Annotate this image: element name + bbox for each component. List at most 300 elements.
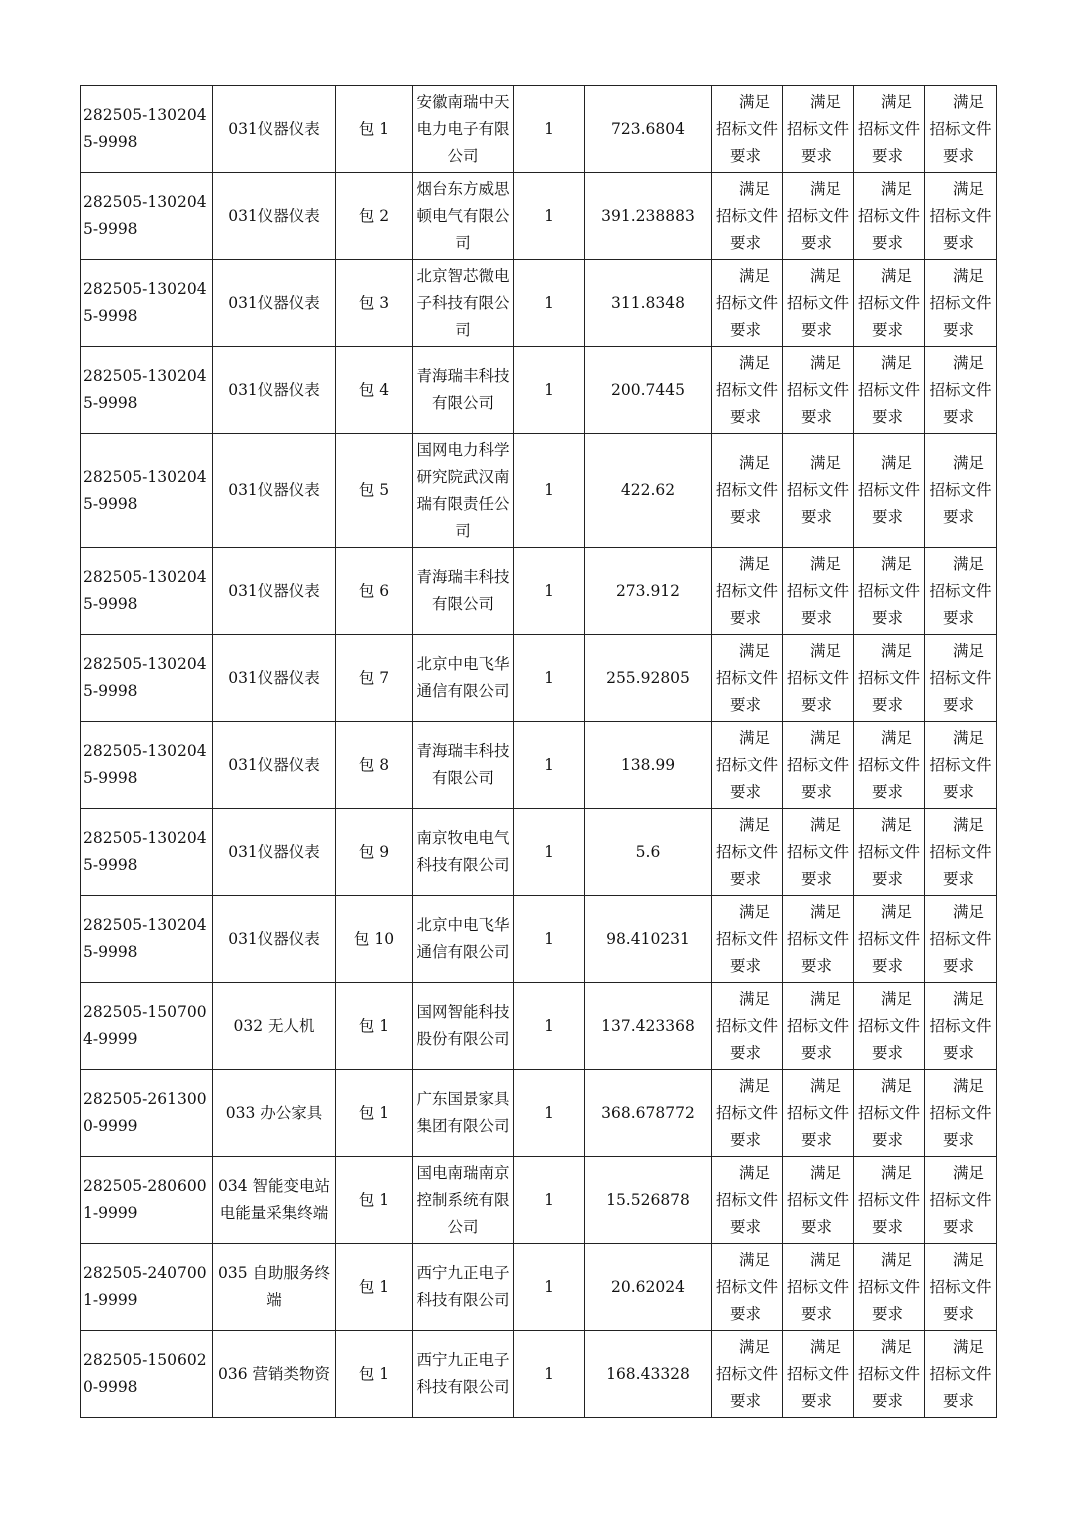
cell-item-name: 031仪器仪表 (213, 722, 336, 809)
compliance-text-line: 招标文件 (929, 1364, 992, 1383)
compliance-text-line: 满足 (738, 728, 770, 747)
table-row (81, 434, 997, 548)
table-row (81, 1331, 997, 1418)
compliance-text-line: 要求 (943, 1391, 975, 1410)
compliance-text-line: 招标文件 (857, 1016, 920, 1035)
cell-item-code: 282505-1506020-9998 (81, 1331, 213, 1418)
cell-compliance (712, 548, 783, 635)
bid-results-table (80, 85, 997, 1418)
compliance-text-line: 满足 (809, 1163, 841, 1182)
cell-quantity: 1 (514, 1244, 585, 1331)
compliance-text-line: 招标文件 (857, 206, 920, 225)
cell-compliance (925, 983, 997, 1070)
compliance-text-line: 满足 (809, 902, 841, 921)
compliance-text-line: 满足 (880, 266, 912, 285)
cell-compliance (712, 1157, 783, 1244)
cell-company: 国网智能科技股份有限公司 (413, 983, 514, 1070)
compliance-text-line: 满足 (809, 554, 841, 573)
cell-compliance (712, 896, 783, 983)
cell-company: 安徽南瑞中天电力电子有限公司 (413, 86, 514, 173)
cell-item-name: 031仪器仪表 (213, 347, 336, 434)
cell-compliance (783, 548, 854, 635)
compliance-text-line: 满足 (738, 92, 770, 111)
compliance-text-line: 满足 (952, 179, 984, 198)
cell-package: 包 1 (336, 1331, 413, 1418)
compliance-text-line: 招标文件 (857, 380, 920, 399)
compliance-text-line: 满足 (738, 815, 770, 834)
compliance-text-line: 招标文件 (786, 842, 849, 861)
compliance-text-line: 招标文件 (857, 668, 920, 687)
cell-package: 包 7 (336, 635, 413, 722)
cell-compliance (783, 86, 854, 173)
table-row (81, 896, 997, 983)
compliance-text-line: 招标文件 (715, 1103, 778, 1122)
cell-item-code: 282505-1302045-9998 (81, 347, 213, 434)
compliance-text-line: 招标文件 (786, 206, 849, 225)
cell-compliance (783, 722, 854, 809)
cell-compliance (854, 1331, 925, 1418)
compliance-text-line: 要求 (943, 1304, 975, 1323)
table-row (81, 1070, 997, 1157)
cell-compliance (854, 896, 925, 983)
cell-item-code: 282505-1302045-9998 (81, 896, 213, 983)
compliance-text-line: 要求 (943, 869, 975, 888)
cell-compliance (783, 1244, 854, 1331)
cell-compliance (925, 1070, 997, 1157)
cell-item-name: 031仪器仪表 (213, 434, 336, 548)
compliance-text-line: 满足 (952, 728, 984, 747)
compliance-text-line: 招标文件 (929, 1016, 992, 1035)
table-row (81, 173, 997, 260)
compliance-text-line: 招标文件 (857, 929, 920, 948)
compliance-text-line: 要求 (730, 1043, 762, 1062)
cell-price: 368.678772 (585, 1070, 712, 1157)
compliance-text-line: 满足 (952, 989, 984, 1008)
compliance-text-line: 要求 (872, 1043, 904, 1062)
cell-price: 391.238883 (585, 173, 712, 260)
cell-compliance (854, 1070, 925, 1157)
compliance-text-line: 招标文件 (929, 842, 992, 861)
compliance-text-line: 满足 (738, 266, 770, 285)
compliance-text-line: 满足 (809, 1337, 841, 1356)
table-row (81, 809, 997, 896)
compliance-text-line: 满足 (952, 454, 984, 472)
compliance-text-line: 要求 (872, 608, 904, 627)
compliance-text-line: 要求 (943, 407, 975, 426)
cell-quantity: 1 (514, 434, 585, 548)
cell-compliance (854, 260, 925, 347)
compliance-text-line: 满足 (952, 1076, 984, 1095)
compliance-text-line: 要求 (943, 233, 975, 252)
compliance-text-line: 要求 (872, 233, 904, 252)
cell-item-name: 031仪器仪表 (213, 896, 336, 983)
cell-compliance (925, 1331, 997, 1418)
compliance-text-line: 要求 (801, 1043, 833, 1062)
cell-package: 包 1 (336, 983, 413, 1070)
cell-quantity: 1 (514, 722, 585, 809)
compliance-text-line: 要求 (730, 782, 762, 801)
compliance-text-line: 满足 (880, 353, 912, 372)
compliance-text-line: 要求 (801, 1304, 833, 1323)
compliance-text-line: 满足 (880, 1163, 912, 1182)
cell-compliance (925, 635, 997, 722)
compliance-text-line: 招标文件 (857, 1103, 920, 1122)
cell-compliance (854, 722, 925, 809)
cell-quantity: 1 (514, 1157, 585, 1244)
compliance-text-line: 满足 (809, 728, 841, 747)
compliance-text-line: 满足 (952, 1163, 984, 1182)
cell-item-name: 031仪器仪表 (213, 548, 336, 635)
cell-compliance (783, 260, 854, 347)
cell-item-code: 282505-1302045-9998 (81, 809, 213, 896)
cell-quantity: 1 (514, 635, 585, 722)
compliance-text-line: 要求 (730, 1391, 762, 1410)
compliance-text-line: 要求 (872, 146, 904, 165)
cell-price: 5.6 (585, 809, 712, 896)
cell-item-code: 282505-1507004-9999 (81, 983, 213, 1070)
compliance-text-line: 要求 (801, 1130, 833, 1149)
cell-quantity: 1 (514, 173, 585, 260)
compliance-text-line: 要求 (801, 407, 833, 426)
table-body (81, 86, 997, 1418)
compliance-text-line: 满足 (738, 1163, 770, 1182)
compliance-text-line: 要求 (943, 146, 975, 165)
compliance-text-line: 要求 (872, 1217, 904, 1236)
compliance-text-line: 招标文件 (786, 1016, 849, 1035)
compliance-text-line: 要求 (801, 508, 833, 526)
cell-package: 包 1 (336, 86, 413, 173)
cell-price: 422.62 (585, 434, 712, 548)
table-row (81, 635, 997, 722)
cell-compliance (712, 1244, 783, 1331)
cell-quantity: 1 (514, 1331, 585, 1418)
cell-company: 北京智芯微电子科技有限公司 (413, 260, 514, 347)
cell-company: 南京牧电电气科技有限公司 (413, 809, 514, 896)
compliance-text-line: 要求 (943, 1130, 975, 1149)
compliance-text-line: 招标文件 (715, 380, 778, 399)
cell-item-name: 031仪器仪表 (213, 260, 336, 347)
compliance-text-line: 招标文件 (786, 380, 849, 399)
compliance-text-line: 招标文件 (929, 119, 992, 138)
compliance-text-line: 招标文件 (786, 668, 849, 687)
compliance-text-line: 满足 (952, 815, 984, 834)
compliance-text-line: 满足 (738, 641, 770, 660)
compliance-text-line: 招标文件 (715, 929, 778, 948)
compliance-text-line: 满足 (880, 1250, 912, 1269)
cell-item-name: 032 无人机 (213, 983, 336, 1070)
table-row (81, 347, 997, 434)
table-row (81, 86, 997, 173)
cell-compliance (712, 173, 783, 260)
compliance-text-line: 招标文件 (786, 755, 849, 774)
cell-compliance (925, 260, 997, 347)
cell-compliance (712, 1331, 783, 1418)
compliance-text-line: 招标文件 (786, 1190, 849, 1209)
cell-compliance (854, 809, 925, 896)
compliance-text-line: 满足 (952, 554, 984, 573)
compliance-text-line: 招标文件 (786, 929, 849, 948)
cell-price: 311.8348 (585, 260, 712, 347)
compliance-text-line: 满足 (809, 454, 841, 472)
cell-package: 包 1 (336, 1244, 413, 1331)
cell-compliance (783, 173, 854, 260)
cell-company: 国网电力科学研究院武汉南瑞有限责任公司 (413, 434, 514, 548)
cell-price: 20.62024 (585, 1244, 712, 1331)
compliance-text-line: 要求 (730, 1217, 762, 1236)
compliance-text-line: 满足 (738, 554, 770, 573)
compliance-text-line: 要求 (801, 782, 833, 801)
cell-item-code: 282505-1302045-9998 (81, 635, 213, 722)
cell-compliance (854, 635, 925, 722)
compliance-text-line: 满足 (880, 454, 912, 472)
compliance-text-line: 要求 (872, 869, 904, 888)
cell-quantity: 1 (514, 983, 585, 1070)
cell-price: 200.7445 (585, 347, 712, 434)
cell-quantity: 1 (514, 548, 585, 635)
compliance-text-line: 满足 (809, 353, 841, 372)
cell-item-code: 282505-2613000-9999 (81, 1070, 213, 1157)
compliance-text-line: 招标文件 (715, 481, 778, 499)
compliance-text-line: 要求 (872, 695, 904, 714)
compliance-text-line: 满足 (809, 641, 841, 660)
compliance-text-line: 满足 (738, 1337, 770, 1356)
cell-compliance (712, 722, 783, 809)
cell-compliance (783, 1070, 854, 1157)
cell-compliance (712, 260, 783, 347)
compliance-text-line: 招标文件 (715, 842, 778, 861)
compliance-text-line: 满足 (880, 1076, 912, 1095)
cell-item-code: 282505-1302045-9998 (81, 173, 213, 260)
cell-compliance (712, 434, 783, 548)
compliance-text-line: 招标文件 (857, 119, 920, 138)
compliance-text-line: 满足 (738, 454, 770, 472)
compliance-text-line: 满足 (809, 179, 841, 198)
cell-item-name: 031仪器仪表 (213, 635, 336, 722)
compliance-text-line: 招标文件 (715, 1016, 778, 1035)
cell-item-code: 282505-2806001-9999 (81, 1157, 213, 1244)
compliance-text-line: 满足 (738, 1076, 770, 1095)
compliance-text-line: 满足 (952, 353, 984, 372)
cell-compliance (783, 635, 854, 722)
compliance-text-line: 招标文件 (715, 293, 778, 312)
compliance-text-line: 要求 (801, 956, 833, 975)
compliance-text-line: 要求 (943, 782, 975, 801)
compliance-text-line: 招标文件 (786, 481, 849, 499)
cell-item-code: 282505-1302045-9998 (81, 548, 213, 635)
cell-item-code: 282505-2407001-9999 (81, 1244, 213, 1331)
table-row (81, 1244, 997, 1331)
cell-package: 包 4 (336, 347, 413, 434)
compliance-text-line: 招标文件 (715, 755, 778, 774)
compliance-text-line: 满足 (880, 902, 912, 921)
compliance-text-line: 招标文件 (929, 929, 992, 948)
table-row (81, 1157, 997, 1244)
compliance-text-line: 招标文件 (715, 1277, 778, 1296)
cell-package: 包 1 (336, 1157, 413, 1244)
cell-compliance (854, 434, 925, 548)
cell-compliance (925, 896, 997, 983)
compliance-text-line: 招标文件 (929, 1103, 992, 1122)
compliance-text-line: 招标文件 (929, 206, 992, 225)
cell-compliance (783, 1331, 854, 1418)
cell-price: 273.912 (585, 548, 712, 635)
compliance-text-line: 招标文件 (857, 293, 920, 312)
compliance-text-line: 招标文件 (929, 668, 992, 687)
cell-compliance (783, 809, 854, 896)
cell-item-code: 282505-1302045-9998 (81, 86, 213, 173)
compliance-text-line: 要求 (943, 695, 975, 714)
cell-compliance (925, 1157, 997, 1244)
cell-company: 北京中电飞华通信有限公司 (413, 896, 514, 983)
compliance-text-line: 要求 (730, 608, 762, 627)
table-row (81, 983, 997, 1070)
cell-compliance (925, 809, 997, 896)
compliance-text-line: 满足 (952, 902, 984, 921)
cell-package: 包 10 (336, 896, 413, 983)
compliance-text-line: 要求 (801, 869, 833, 888)
cell-compliance (783, 896, 854, 983)
cell-company: 青海瑞丰科技有限公司 (413, 347, 514, 434)
compliance-text-line: 满足 (809, 989, 841, 1008)
cell-item-name: 031仪器仪表 (213, 173, 336, 260)
cell-package: 包 2 (336, 173, 413, 260)
cell-compliance (712, 635, 783, 722)
cell-package: 包 1 (336, 1070, 413, 1157)
compliance-text-line: 招标文件 (857, 1364, 920, 1383)
compliance-text-line: 满足 (880, 989, 912, 1008)
compliance-text-line: 要求 (872, 1391, 904, 1410)
cell-company: 国电南瑞南京控制系统有限公司 (413, 1157, 514, 1244)
compliance-text-line: 招标文件 (786, 1103, 849, 1122)
cell-compliance (854, 1157, 925, 1244)
cell-compliance (854, 548, 925, 635)
compliance-text-line: 招标文件 (786, 119, 849, 138)
compliance-text-line: 满足 (738, 989, 770, 1008)
compliance-text-line: 要求 (801, 695, 833, 714)
compliance-text-line: 满足 (952, 641, 984, 660)
compliance-text-line: 招标文件 (715, 581, 778, 600)
cell-compliance (925, 86, 997, 173)
compliance-text-line: 要求 (730, 407, 762, 426)
cell-quantity: 1 (514, 347, 585, 434)
cell-item-name: 036 营销类物资 (213, 1331, 336, 1418)
compliance-text-line: 要求 (801, 608, 833, 627)
cell-compliance (854, 173, 925, 260)
cell-compliance (925, 173, 997, 260)
compliance-text-line: 招标文件 (929, 293, 992, 312)
cell-price: 723.6804 (585, 86, 712, 173)
compliance-text-line: 要求 (730, 869, 762, 888)
compliance-text-line: 招标文件 (786, 581, 849, 600)
compliance-text-line: 满足 (880, 815, 912, 834)
compliance-text-line: 满足 (880, 554, 912, 573)
compliance-text-line: 要求 (872, 320, 904, 339)
cell-item-name: 034 智能变电站电能量采集终端 (213, 1157, 336, 1244)
cell-company: 青海瑞丰科技有限公司 (413, 548, 514, 635)
compliance-text-line: 招标文件 (929, 481, 992, 499)
cell-quantity: 1 (514, 1070, 585, 1157)
compliance-text-line: 要求 (730, 1304, 762, 1323)
compliance-text-line: 要求 (801, 1391, 833, 1410)
cell-price: 138.99 (585, 722, 712, 809)
compliance-text-line: 满足 (952, 1337, 984, 1356)
cell-price: 98.410231 (585, 896, 712, 983)
cell-item-code: 282505-1302045-9998 (81, 434, 213, 548)
cell-package: 包 3 (336, 260, 413, 347)
cell-compliance (925, 434, 997, 548)
cell-compliance (712, 809, 783, 896)
compliance-text-line: 满足 (809, 815, 841, 834)
cell-item-name: 033 办公家具 (213, 1070, 336, 1157)
compliance-text-line: 招标文件 (857, 1277, 920, 1296)
cell-item-name: 031仪器仪表 (213, 809, 336, 896)
cell-company: 北京中电飞华通信有限公司 (413, 635, 514, 722)
compliance-text-line: 满足 (952, 266, 984, 285)
compliance-text-line: 要求 (943, 508, 975, 526)
cell-compliance (712, 86, 783, 173)
compliance-text-line: 满足 (880, 92, 912, 111)
compliance-text-line: 招标文件 (786, 1364, 849, 1383)
compliance-text-line: 满足 (952, 1250, 984, 1269)
cell-compliance (854, 1244, 925, 1331)
compliance-text-line: 满足 (809, 1250, 841, 1269)
compliance-text-line: 招标文件 (715, 1364, 778, 1383)
compliance-text-line: 要求 (730, 1130, 762, 1149)
cell-compliance (854, 347, 925, 434)
cell-compliance (783, 434, 854, 548)
compliance-text-line: 招标文件 (857, 755, 920, 774)
cell-compliance (925, 722, 997, 809)
compliance-text-line: 要求 (872, 407, 904, 426)
compliance-text-line: 要求 (801, 233, 833, 252)
compliance-text-line: 要求 (872, 956, 904, 975)
compliance-text-line: 要求 (730, 233, 762, 252)
compliance-text-line: 要求 (943, 608, 975, 627)
compliance-text-line: 招标文件 (715, 206, 778, 225)
cell-price: 137.423368 (585, 983, 712, 1070)
compliance-text-line: 满足 (738, 902, 770, 921)
compliance-text-line: 要求 (872, 1130, 904, 1149)
compliance-text-line: 要求 (801, 146, 833, 165)
compliance-text-line: 招标文件 (715, 119, 778, 138)
compliance-text-line: 要求 (872, 508, 904, 526)
compliance-text-line: 满足 (809, 1076, 841, 1095)
compliance-text-line: 招标文件 (715, 668, 778, 687)
compliance-text-line: 招标文件 (715, 1190, 778, 1209)
cell-package: 包 8 (336, 722, 413, 809)
cell-compliance (783, 347, 854, 434)
compliance-text-line: 要求 (943, 1217, 975, 1236)
cell-price: 255.92805 (585, 635, 712, 722)
cell-package: 包 6 (336, 548, 413, 635)
cell-company: 青海瑞丰科技有限公司 (413, 722, 514, 809)
compliance-text-line: 要求 (872, 1304, 904, 1323)
cell-company: 烟台东方威思顿电气有限公司 (413, 173, 514, 260)
compliance-text-line: 招标文件 (929, 380, 992, 399)
compliance-text-line: 满足 (952, 92, 984, 111)
cell-item-name: 035 自助服务终端 (213, 1244, 336, 1331)
compliance-text-line: 满足 (809, 266, 841, 285)
cell-compliance (783, 983, 854, 1070)
compliance-text-line: 要求 (943, 1043, 975, 1062)
cell-company: 西宁九正电子科技有限公司 (413, 1331, 514, 1418)
compliance-text-line: 招标文件 (857, 481, 920, 499)
compliance-text-line: 招标文件 (786, 293, 849, 312)
compliance-text-line: 要求 (943, 320, 975, 339)
cell-price: 15.526878 (585, 1157, 712, 1244)
cell-package: 包 9 (336, 809, 413, 896)
compliance-text-line: 要求 (943, 956, 975, 975)
